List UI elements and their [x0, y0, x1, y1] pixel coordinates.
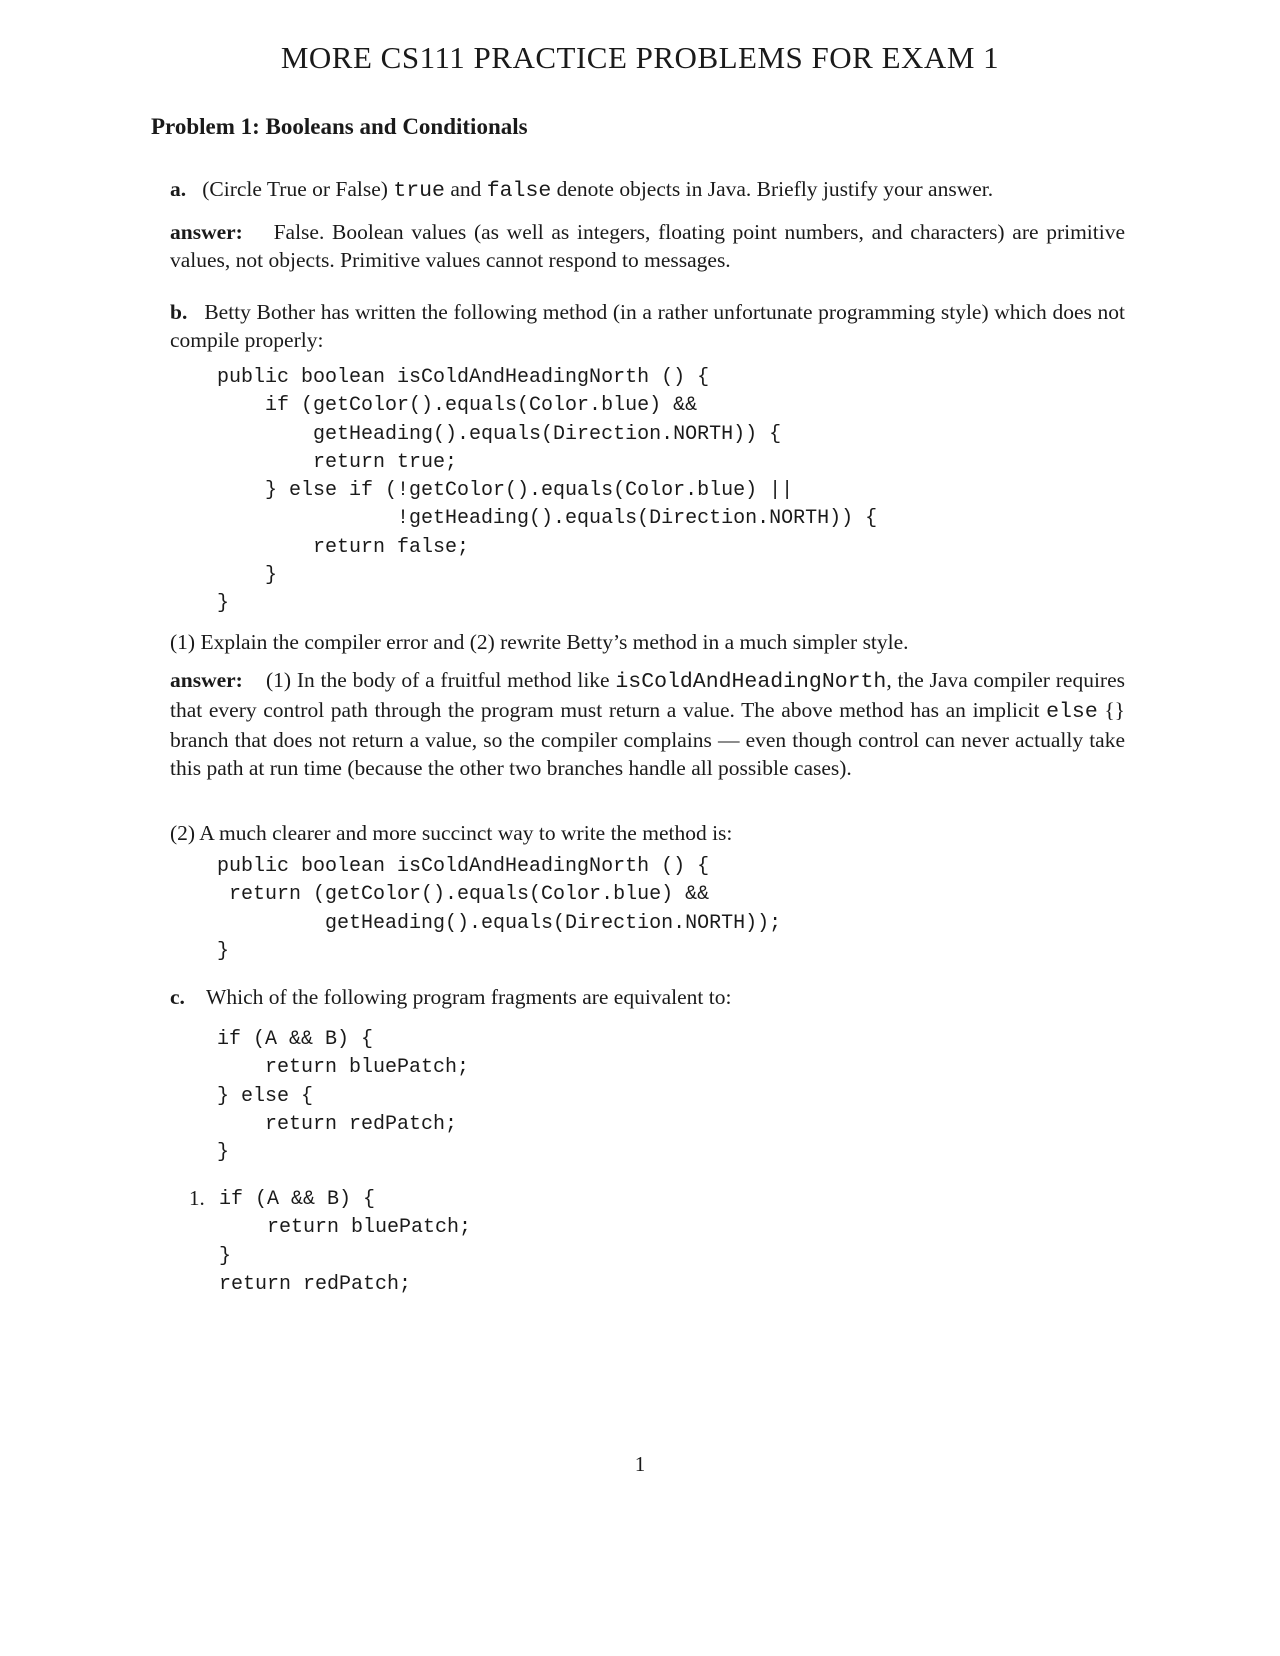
code-method-name: isColdAndHeadingNorth — [615, 670, 887, 694]
page-title: MORE CS111 PRACTICE PROBLEMS FOR EXAM 1 — [280, 40, 1000, 75]
part-a-question-text-2: and — [444, 177, 487, 201]
option-1-number: 1. — [189, 1186, 205, 1210]
code-else: else — [1046, 700, 1098, 724]
part-a-answer-label: answer: — [170, 220, 243, 244]
part-b-instruction: (1) Explain the compiler error and (2) rewrite Betty’s method in a much simpler style. — [170, 630, 909, 654]
part-b-code-original: public boolean isColdAndHeadingNorth () { if (getColor().equals(Color.blue) && getHeading().equals(Direction.NORTH)) { return true; } else if (!getColor().equals(Color.blue) || !getHeading().equals(Direction.NORTH)) { return false; } } — [217, 366, 878, 616]
part-b-answer-text-1: (1) In the body of a fruitful method like — [266, 668, 616, 692]
option-1-code: if (A && B) { return bluePatch; } return redPatch; — [219, 1188, 472, 1296]
part-a-question — [170, 175, 1125, 205]
part-b-intro — [170, 298, 1125, 354]
part-a-question-text-1: (Circle True or False) — [202, 177, 394, 201]
part-a-answer-text: False. Boolean values (as well as integers, floating point numbers, and characters) are primitive values, not objects. Primitive values cannot respond to messages. — [170, 220, 1126, 272]
part-a-label: a. — [170, 177, 187, 201]
part-a-answer — [170, 218, 1125, 274]
code-false: false — [486, 179, 552, 203]
part-c-question — [170, 983, 1125, 1011]
part-c-label: c. — [170, 985, 185, 1009]
part-b-intro-text: Betty Bother has written the following method (in a rather unfortunate programming style) which does not compile properly: — [170, 300, 1126, 352]
part-c-code-main: if (A && B) { return bluePatch; } else { return redPatch; } — [217, 1028, 470, 1165]
part-b-label: b. — [170, 300, 188, 324]
part-a-question-text-3: denote objects in Java. Briefly justify your answer. — [551, 177, 994, 201]
page-number: 1 — [634, 1452, 646, 1476]
part-b-answer-text-2: , the Java compiler requires that every control path through the program must return a value. The above method has an implicit — [170, 668, 1125, 722]
part-b-answer-text-3: {} branch that does not return a value, so the compiler complains — even though control can never actually take this path at run time (because the other two branches handle all possible cases). — [170, 698, 1125, 780]
code-true: true — [393, 179, 445, 203]
part-b-answer-label: answer: — [170, 668, 243, 692]
part-b-answer-2: (2) A much clearer and more succinct way to write the method is: — [170, 821, 733, 845]
part-b-code-rewrite: public boolean isColdAndHeadingNorth () { return (getColor().equals(Color.blue) && getHeading().equals(Direction.NORTH)); } — [217, 855, 782, 963]
part-b-answer — [170, 666, 1125, 782]
problem-heading: Problem 1: Booleans and Conditionals — [151, 114, 528, 139]
part-c-question-text: Which of the following program fragments are equivalent to: — [206, 985, 732, 1009]
